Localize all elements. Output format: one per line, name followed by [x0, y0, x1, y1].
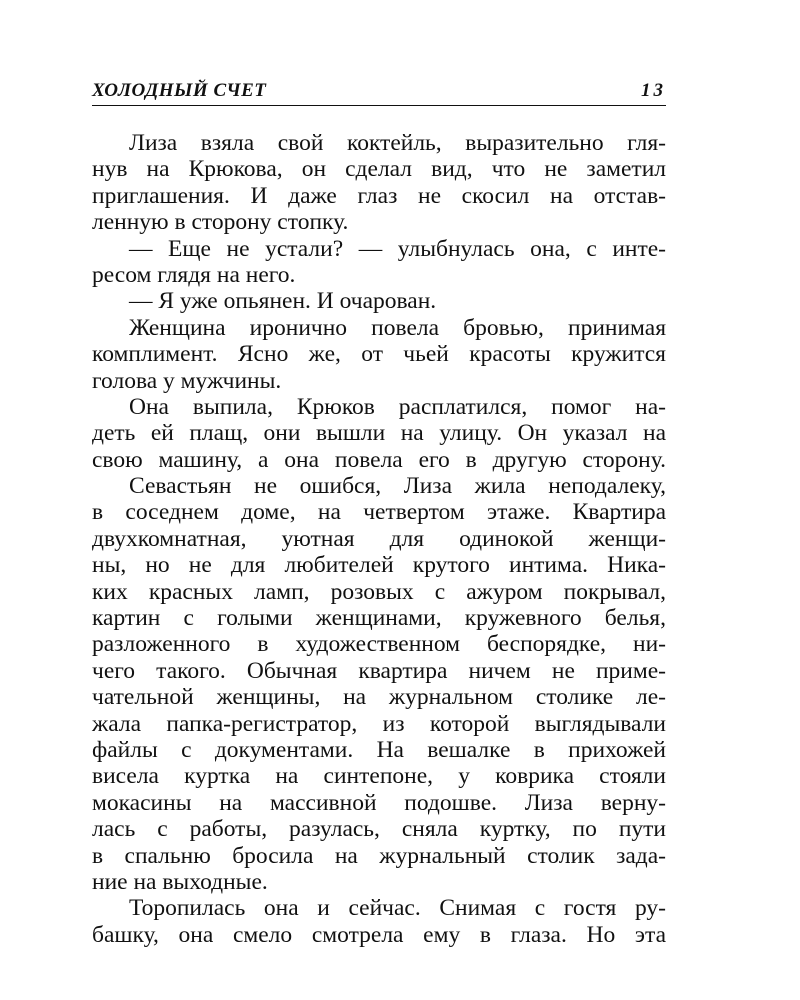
text-line: Женщина иронично повела бровью, принимая [129, 314, 666, 341]
running-title: ХОЛОДНЫЙ СЧЕТ [92, 80, 267, 101]
text-line: — Я уже опьянен. И очарован. [129, 288, 437, 315]
text-line: разложенного в художественном беспорядке, ни- [92, 631, 666, 658]
text-line: ресом глядя на него. [92, 261, 296, 288]
text-line: — Еще не устали? — улыбнулась она, с инте- [129, 235, 666, 262]
text-line: файлы с документами. На вешалке в прихожей [92, 736, 666, 763]
text-line: лась с работы, разулась, сняла куртку, по пути [92, 816, 666, 843]
text-line: нув на Крюкова, он сделал вид, что не заметил [92, 156, 666, 183]
text-line: висела куртка на синтепоне, у коврика стояли [92, 763, 666, 790]
text-line: картин с голыми женщинами, кружевного белья, [92, 605, 666, 632]
text-line: ких красных ламп, розовых с ажуром покрывал, [92, 578, 666, 605]
text-line: ленную в сторону стопку. [92, 209, 349, 236]
text-line: Лиза взяла свой коктейль, выразительно гля- [129, 130, 666, 156]
text-line: Севастьян не ошибся, Лиза жила неподалеку, [129, 473, 666, 500]
text-line: двухкомнатная, уютная для одинокой женщи- [92, 525, 666, 552]
text-line: башку, она смело смотрела ему в глаза. Но эта [92, 921, 666, 948]
text-line: голова у мужчины. [92, 367, 282, 394]
text-line: в спальню бросила на журнальный столик зада- [92, 842, 666, 869]
text-line: ние на выходные. [92, 868, 268, 895]
text-line: приглашения. И даже глаз не скосил на отстав- [92, 182, 666, 209]
text-line: Она выпила, Крюков расплатился, помог на- [129, 393, 666, 420]
text-line: в соседнем доме, на четвертом этаже. Квартира [92, 499, 666, 526]
text-line: чательной женщины, на журнальном столике ле- [92, 684, 666, 711]
text-line: деть ей плащ, они вышли на улицу. Он указал на [92, 420, 666, 447]
page-number: 13 [641, 80, 666, 101]
text-line: жала папка-регистратор, из которой выглядывали [92, 710, 666, 737]
text-line: комплимент. Ясно же, от чьей красоты кружится [92, 341, 666, 368]
body-text [92, 130, 666, 948]
text-line: Торопилась она и сейчас. Снимая с гостя ру- [129, 895, 666, 922]
header-rule [92, 105, 666, 106]
text-line: мокасины на массивной подошве. Лиза верну- [92, 789, 666, 816]
text-line: ны, но не для любителей крутого интима. Ника- [92, 552, 666, 579]
text-line: свою машину, а она повела его в другую сторону. [92, 446, 666, 473]
text-line: чего такого. Обычная квартира ничем не приме- [92, 657, 666, 684]
running-header [92, 78, 666, 106]
